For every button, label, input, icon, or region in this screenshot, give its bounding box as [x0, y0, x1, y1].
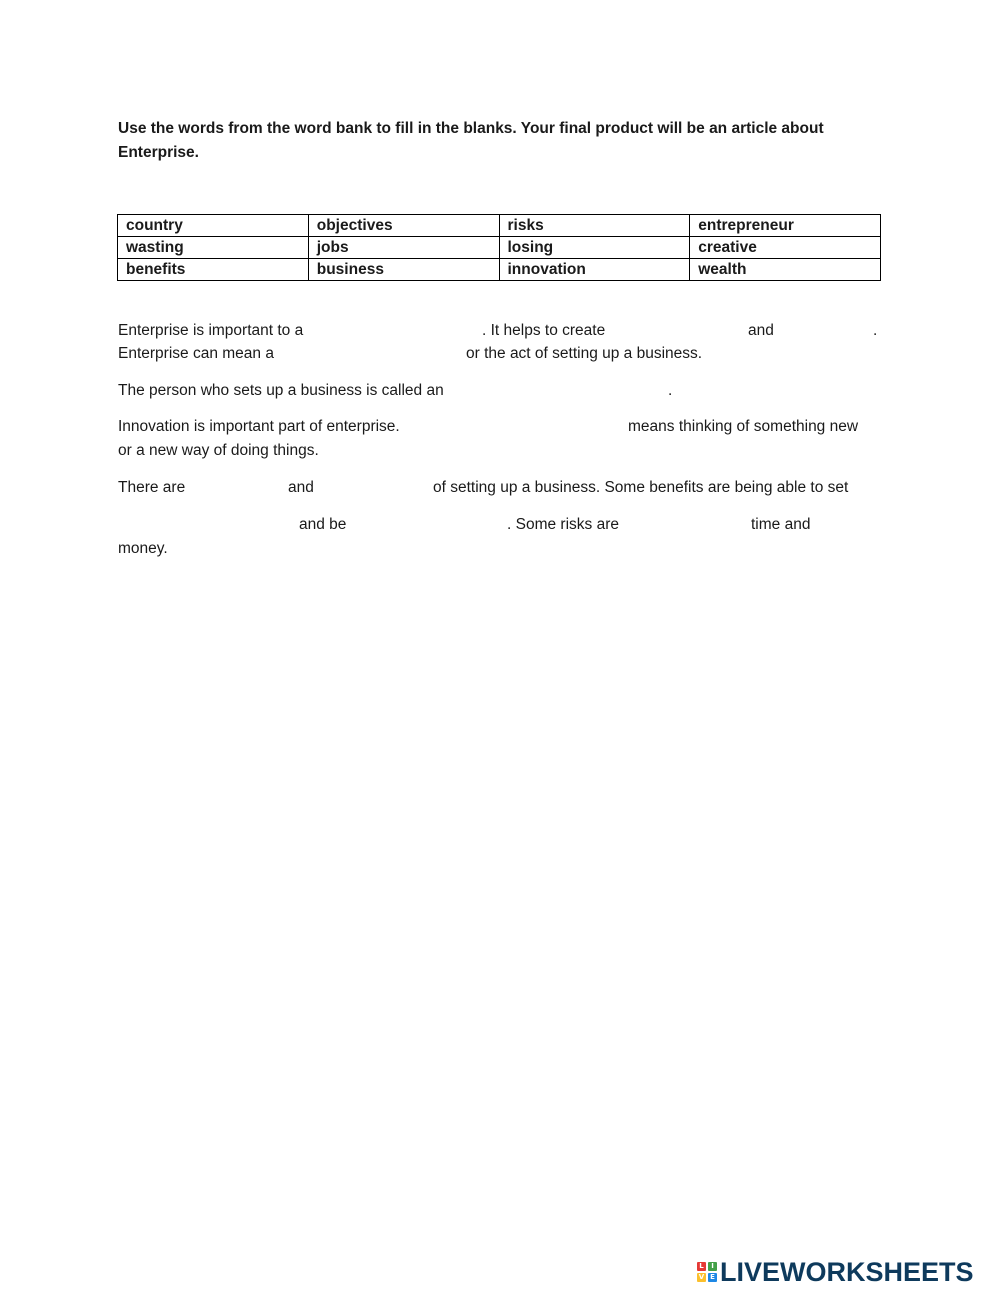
sentence-text: . It helps to create [482, 322, 606, 339]
word-bank-cell: objectives [308, 215, 499, 237]
word-bank-cell: risks [499, 215, 690, 237]
sentence-text: and be [299, 516, 347, 533]
sentence-text: Innovation is important part of enterprise. [118, 418, 400, 435]
word-bank-cell: benefits [118, 259, 309, 281]
blank-create-2[interactable] [782, 320, 868, 342]
sentence-text: and [748, 322, 774, 339]
sentence-text: or the act of setting up a business. [466, 345, 703, 362]
word-bank-cell: losing [499, 237, 690, 259]
word-bank-cell: wealth [690, 259, 881, 281]
word-bank-cell: innovation [499, 259, 690, 281]
sentence-text: There are [118, 479, 186, 496]
sentence-text: . [873, 322, 878, 339]
sentence-text: . [668, 382, 673, 399]
sentence-text: The person who sets up a business is called an [118, 382, 444, 399]
table-row [118, 259, 881, 281]
word-bank-cell: country [118, 215, 309, 237]
blank-benefits[interactable] [192, 477, 282, 499]
blank-business[interactable] [284, 343, 460, 365]
word-bank-cell: wasting [118, 237, 309, 259]
blank-creative[interactable] [356, 514, 502, 536]
sentence-text: of setting up a business. Some benefits are being able to set [433, 479, 849, 496]
sentence-text: and [288, 479, 314, 496]
table-row [118, 237, 881, 259]
blank-create-1[interactable] [620, 320, 742, 342]
sentence-text: or a new way of doing things. [118, 442, 319, 459]
liveworksheets-logo [697, 1255, 974, 1289]
blank-country[interactable] [320, 320, 478, 342]
sentence-text: means thinking of something new [628, 418, 859, 435]
word-bank-cell: business [308, 259, 499, 281]
blank-objectives[interactable] [118, 514, 292, 536]
word-bank-cell: creative [690, 237, 881, 259]
sentence-text: . Some risks are [507, 516, 619, 533]
word-bank-cell: jobs [308, 237, 499, 259]
word-bank-cell: entrepreneur [690, 215, 881, 237]
blank-risks[interactable] [322, 477, 428, 499]
table-row [118, 215, 881, 237]
sentence-text: time and [751, 516, 811, 533]
logo-text: LIVEWORKSHEETS [720, 1256, 974, 1287]
logo-mark-icon: L I V E [697, 1262, 717, 1282]
word-bank-table [117, 214, 881, 281]
sentence-text: money. [118, 540, 168, 557]
blank-wasting[interactable] [628, 514, 744, 536]
instructions: Use the words from the word bank to fill in the blanks. Your final product will be an article about Enterprise. [118, 120, 824, 161]
sentence-text: Enterprise can mean a [118, 345, 274, 362]
sentence-text: Enterprise is important to a [118, 322, 304, 339]
blank-entrepreneur[interactable] [460, 380, 662, 402]
blank-innovation[interactable] [432, 416, 622, 438]
